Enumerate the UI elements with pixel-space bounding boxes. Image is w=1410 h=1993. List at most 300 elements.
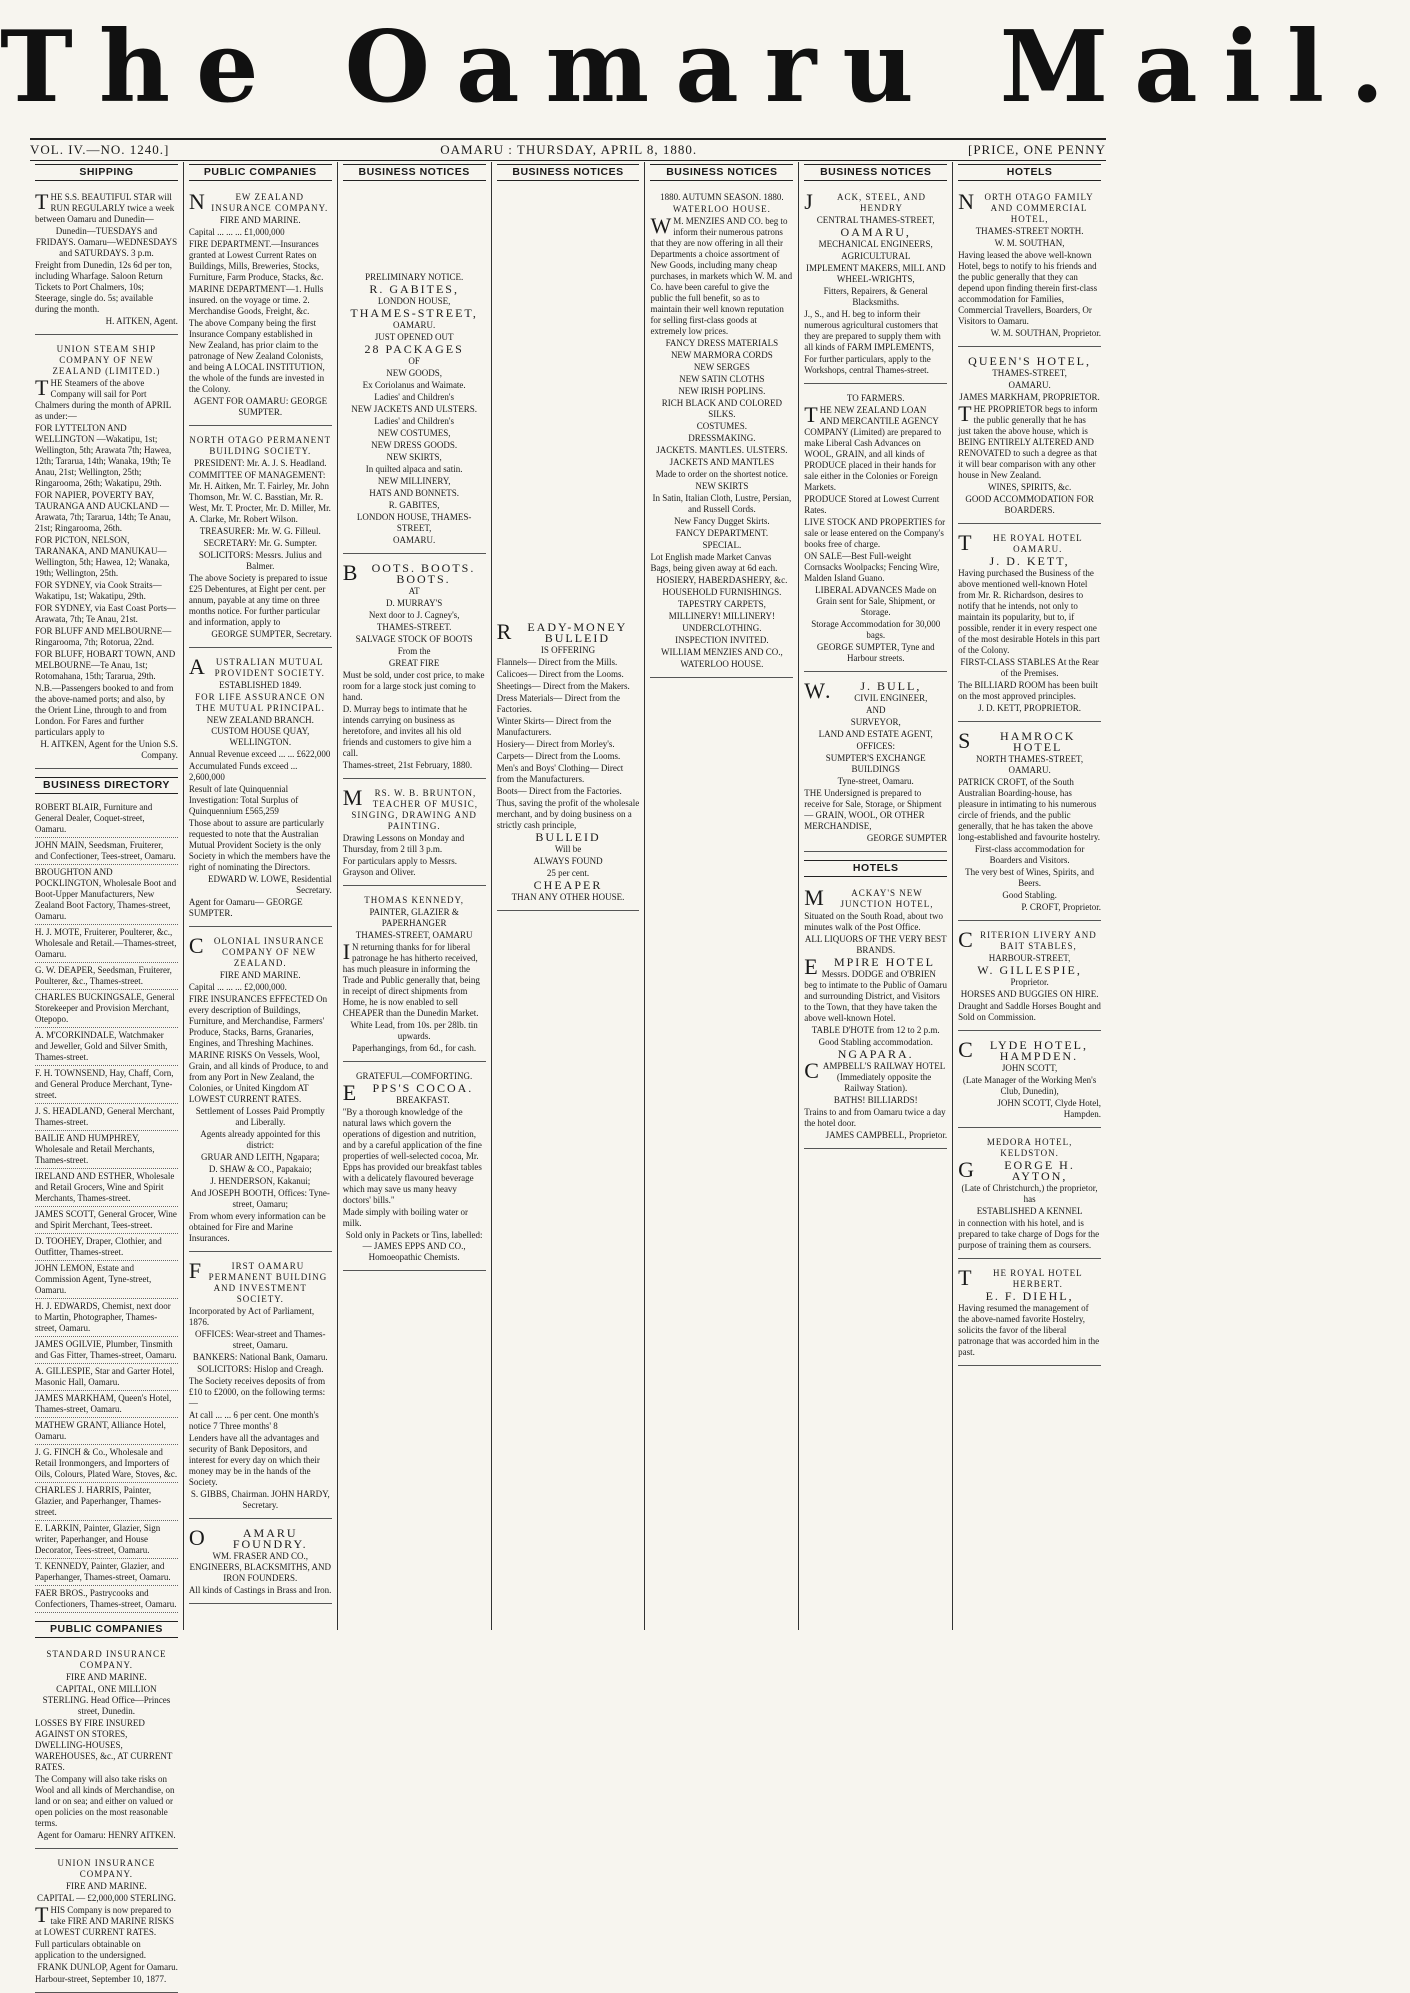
ad-title: MRS. W. B. BRUNTON, TEACHER OF MUSIC, SINGING, DRAWING AND PAINTING. <box>342 785 479 831</box>
ad-text: TREASURER: Mr. W. G. Filleul. <box>199 526 321 536</box>
ad-title: EMPIRE HOTEL <box>804 954 935 979</box>
section-heading-business-notices: BUSINESS NOTICES <box>650 164 793 181</box>
ad-signature: WILLIAM MENZIES AND CO., <box>660 647 783 657</box>
ad-queens-hotel <box>958 351 1101 524</box>
ad-text: The above Society is prepared to issue £25 Debentures, at Eight per cent. per annum, payable at any time on three months notice. For further particular and information, apply to <box>188 573 328 627</box>
ad-text: Settlement of Losses Paid Promptly and Liberally. <box>195 1106 325 1127</box>
column-2 <box>184 162 338 1630</box>
ad-text: E. F. DIEHL, <box>985 1289 1074 1303</box>
directory-entry: H. J. EDWARDS, Chemist, next door to Martin, Photographer, Thames-street, Oamaru. <box>35 1299 178 1337</box>
ad-text: Having resumed the management of the above-named favorite Hostelry, solicits the favor of the liberal patronage that was accorded him in the past. <box>958 1303 1100 1357</box>
ad-text: Capital ... ... ... £1,000,000 <box>188 227 285 237</box>
ad-text: FOR LIFE ASSURANCE ON THE MUTUAL PRINCIPAL. <box>195 692 326 713</box>
ad-text: PRELIMINARY NOTICE. <box>365 272 464 282</box>
ad-text: Hosiery— Direct from Morley's. <box>496 739 615 749</box>
ad-text: TABLE D'HOTE from 12 to 2 p.m. <box>811 1025 940 1035</box>
masthead <box>0 0 1410 136</box>
ad-text: BANKERS: National Bank, Oamaru. <box>192 1352 328 1362</box>
ad-text: THAMES-STREET NORTH. <box>975 226 1084 236</box>
ad-text: J. HENDERSON, Kakanui; <box>210 1176 311 1186</box>
ad-text: ON SALE—Best Full-weight Cornsacks Woolpacks; Fencing Wire, Malden Island Guano. <box>804 551 940 583</box>
ad-text: Thus, saving the profit of the wholesale merchant, and by doing business on a strictly cash principle, <box>496 798 640 830</box>
ad-text: (Late of Christchurch,) the proprietor, has <box>961 1183 1098 1204</box>
ad-title: WATERLOO HOUSE. <box>672 204 771 214</box>
ad-signature: S. GIBBS, Chairman. JOHN HARDY, Secretary. <box>190 1489 330 1510</box>
ad-shamrock-hotel <box>958 726 1101 921</box>
ad-title: MEDORA HOTEL, KELDSTON. <box>986 1137 1073 1158</box>
section-heading-business-directory: BUSINESS DIRECTORY <box>35 777 178 794</box>
ad-text: PRODUCE Stored at Lowest Current Rates. <box>804 494 940 515</box>
ad-text: THAMES-STREET, <box>992 368 1067 378</box>
ad-text: CAPITAL — £2,000,000 STERLING. <box>36 1893 176 1903</box>
ad-text: Must be sold, under cost price, to make room for a large stock just coming to hand. <box>342 670 485 702</box>
ad-text: NORTH THAMES-STREET, OAMARU. <box>976 754 1084 775</box>
ad-union-steam-ship <box>35 339 178 769</box>
ad-text: MARINE DEPARTMENT—1. Hulls insured. on the voyage or time. 2. Merchandise Goods, Freight, &c. <box>188 284 324 316</box>
ad-murray-boots <box>343 558 486 779</box>
ad-text: OAMARU. <box>393 320 436 330</box>
ad-text: In quilted alpaca and satin. <box>365 464 463 474</box>
ad-text: BREAKFAST. <box>396 1095 450 1105</box>
ad-text: D. Murray begs to intimate that he intends carrying on business as heretofore, and invites all his old friends and customers to give him a call. <box>342 704 472 758</box>
ad-text: THAMES-STREET, <box>350 306 478 320</box>
ad-standard-insurance <box>35 1644 178 1849</box>
ad-text: Will be <box>554 844 582 854</box>
ad-title: R. GABITES, <box>369 282 459 296</box>
ad-text: In Satin, Italian Cloth, Lustre, Persian, and Russell Cords. <box>652 493 792 514</box>
ad-text: Flannels— Direct from the Mills. <box>496 657 618 667</box>
ad-text: D. MURRAY'S <box>385 598 443 608</box>
directory-entry: IRELAND AND ESTHER, Wholesale and Retail Grocers, Wine and Spirit Merchants, Thames-street. <box>35 1169 178 1207</box>
ad-text: AND <box>865 705 886 715</box>
ad-text: IMPLEMENT MAKERS, MILL AND WHEEL-WRIGHTS, <box>805 263 946 284</box>
ad-text: FIRST-CLASS STABLES At the Rear of the Premises. <box>960 657 1099 678</box>
ad-title: CAMPBELL'S RAILWAY HOTEL (Immediately opposite the Railway Station). <box>804 1058 946 1093</box>
ad-text: BULLEID <box>535 830 601 844</box>
column-4 <box>492 162 646 1630</box>
ad-text: NEW SKIRTS, <box>386 452 442 462</box>
ad-text: Fitters, Repairers, & General Blacksmiths. <box>823 286 928 307</box>
ad-text: Winter Skirts— Direct from the Manufacturers. <box>496 716 612 737</box>
section-heading-hotels: HOTELS <box>804 860 947 877</box>
ad-signature: Agent for Oamaru: HENRY AITKEN. <box>37 1830 176 1840</box>
ad-criterion-stables <box>958 925 1101 1031</box>
ad-text: AGRICULTURAL <box>841 251 911 261</box>
ad-text: HOUSEHOLD FURNISHINGS. <box>662 587 782 597</box>
business-directory-list <box>35 800 178 1613</box>
ad-text: 1880. AUTUMN SEASON. 1880. <box>660 192 784 202</box>
ad-text: AT <box>408 586 420 596</box>
section-heading-business-notices: BUSINESS NOTICES <box>343 164 486 181</box>
ad-text: MILLINERY! MILLINERY! <box>668 611 775 621</box>
directory-entry: CHARLES J. HARRIS, Painter, Glazier, and Paperhanger, Thames-street. <box>35 1483 178 1521</box>
ad-text: HOSIERY, HABERDASHERY, &c. <box>656 575 788 585</box>
ad-text: NEW MARMORA CORDS <box>670 350 773 360</box>
ad-title: AUSTRALIAN MUTUAL PROVIDENT SOCIETY. <box>188 654 325 679</box>
ad-text: Next door to J. Cagney's, <box>368 610 460 620</box>
ad-text: At call ... ... 6 per cent. One month's notice 7 Three months' 8 <box>188 1410 319 1431</box>
ad-text: Paperhangings, from 6d., for cash. <box>352 1043 477 1053</box>
directory-entry: JAMES SCOTT, General Grocer, Wine and Spirit Merchant, Tees-street. <box>35 1207 178 1234</box>
ad-text: 28 PACKAGES <box>364 342 464 356</box>
ad-title: NGAPARA. <box>837 1047 914 1061</box>
ad-text: HORSES AND BUGGIES ON HIRE. <box>960 989 1099 999</box>
ad-text: COMMITTEE OF MANAGEMENT: Mr. H. Aitken, Mr. T. Fairley, Mr. John Thomson, Mr. W. C. Basstian, Mr. R. West, Mr. T. Procter, Mr. D. Miller, Mr. A. Clarke, Mr. Robert Wilson. <box>188 470 331 524</box>
ad-text: W. GILLESPIE, <box>977 963 1082 977</box>
ad-text: THE Steamers of the above Company will sail for Port Chalmers during the month of APRIL as under:— <box>35 375 171 421</box>
ad-text: Having purchased the Business of the above mentioned well-known Hotel from Mr. R. Richardson, desires to notify that he intends, not only to maintain its popularity, but to, if possible, render it in every respect one of the most desirable Hotels in this part of the Colony. <box>958 568 1100 655</box>
ad-text: NEW IRISH POPLINS. <box>678 386 766 396</box>
ad-text: Result of late Quinquennial Investigation: Total Surplus of Quinquennium £565,259 <box>188 784 299 816</box>
ad-text: NEW SERGES <box>693 362 750 372</box>
ad-text: 25 per cent. <box>546 868 590 878</box>
ad-text: Good Stabling. <box>1002 890 1057 900</box>
ad-text: THAN ANY OTHER HOUSE. <box>511 892 625 902</box>
ad-text: LIBERAL ADVANCES Made on Grain sent for Sale, Shipment, or Storage. <box>815 585 937 617</box>
ad-waterloo-house <box>650 187 793 678</box>
ad-text: WINES, SPIRITS, &c. <box>987 482 1072 492</box>
directory-entry: F. H. TOWNSEND, Hay, Chaff, Corn, and General Produce Merchant, Tyne-street. <box>35 1066 178 1104</box>
ad-text: Good Stabling accommodation. <box>818 1037 933 1047</box>
ad-text: OF <box>408 356 420 366</box>
ad-brunton-music <box>343 783 486 886</box>
ad-text: FOR BLUFF, HOBART TOWN, AND MELBOURNE—Te Anau, 1st; Rotomahana, 15th; Tararua, 29th. <box>35 649 176 681</box>
ad-title: STANDARD INSURANCE COMPANY. <box>46 1649 167 1670</box>
ad-title: COLONIAL INSURANCE COMPANY OF NEW ZEALAND. <box>188 933 325 968</box>
ad-text: Having leased the above well-known Hotel, begs to notify to his friends and the public generally that they can depend upon finding therein first-class accommodation for Families, Commercial Travellers, Boarders, Or Visitors to Oamaru. <box>958 250 1098 326</box>
ad-text: FIRE INSURANCES EFFECTED On every description of Buildings, Furniture, and Merchandise, Farmers' Produce, Stacks, Barns, Granaries, Engines, and Threshing Machines. <box>188 994 328 1048</box>
ad-text: For further particulars, apply to the Workshops, central Thames-street. <box>804 354 931 375</box>
ad-text: Proprietor. <box>1010 977 1049 987</box>
ad-text: IN returning thanks for for liberal patronage he has hitherto received, has much pleasure in informing the Trade and Public generally that, being in receipt of direct shipments from Home, he is now enabled to sell CHEAPER than the Dunedin Market. <box>342 939 480 1018</box>
section-heading-business-notices: BUSINESS NOTICES <box>497 164 640 181</box>
ad-kennedy-painter <box>343 890 486 1062</box>
ad-text: SOLICITORS: Hislop and Creagh. <box>197 1364 324 1374</box>
ad-text: FOR LYTTELTON AND WELLINGTON —Wakatipu, 1st; Wellington, 5th; Arawata 7th; Hawea, 12th; Tararua, 14th; Wanaka, 19th; Te Anau, 21st; Wellington, 25th; Ringarooma, 26th; Wakatipu, 29th. <box>35 423 172 488</box>
directory-entry: A. GILLESPIE, Star and Garter Hotel, Masonic Hall, Oamaru. <box>35 1364 178 1391</box>
ad-text: CAPITAL, ONE MILLION STERLING. Head Office—Princes street, Dunedin. <box>42 1684 171 1716</box>
ad-text: First-class accommodation for Boarders and Visitors. <box>974 844 1085 865</box>
ad-text: (Late Manager of the Working Men's Club, Dunedin), <box>962 1075 1097 1096</box>
ad-text: FOR SYDNEY, via Cook Straits—Wakatipu, 1st; Wakatipu, 29th. <box>35 580 162 601</box>
ad-text: GREAT FIRE <box>388 658 440 668</box>
ad-text: And JOSEPH BOOTH, Offices: Tyne-street, Oamaru; <box>190 1188 330 1209</box>
ad-title: FIRST OAMARU PERMANENT BUILDING AND INVESTMENT SOCIETY. <box>188 1258 328 1304</box>
ad-text: PATRICK CROFT, of the South Australian Boarding-house, has pleasure in intimating to his numerous circle of friends, and the public generally, that he has taken the above long-established and favourite hostelry. <box>958 777 1101 842</box>
ad-text: GRATEFUL—COMFORTING. <box>356 1071 473 1081</box>
masthead-title: The Oamaru Mail. <box>0 10 1410 125</box>
ad-title: NEW ZEALAND INSURANCE COMPANY. <box>188 189 329 214</box>
ad-text: THE S.S. BEAUTIFUL STAR will RUN REGULARLY twice a week between Oamaru and Dunedin— <box>35 189 175 224</box>
ad-text: NEW SKIRTS <box>695 481 749 491</box>
ad-text: FIRE AND MARINE. <box>66 1672 147 1682</box>
ad-text: ESTABLISHED A KENNEL <box>976 1206 1083 1216</box>
ad-text: Harbour-street, September 10, 1877. <box>35 1974 167 1984</box>
column-5 <box>645 162 799 1630</box>
ad-signature: OAMARU. <box>393 535 436 545</box>
ad-text: NEW GOODS, <box>386 368 443 378</box>
ad-bulleid <box>497 617 640 911</box>
directory-entry: CHARLES BUCKINGSALE, General Storekeeper and Provision Merchant, Otepopo. <box>35 990 178 1028</box>
ad-text: Thames-street, 21st February, 1880. <box>342 760 473 770</box>
ad-signature: Sold only in Packets or Tins, labelled:— JAMES EPPS AND CO., Homoeopathic Chemists. <box>345 1230 483 1262</box>
ad-signature: R. GABITES, <box>388 500 440 510</box>
ad-text: The above Company being the first Insurance Company established in New Zealand, has prior claim to the patronage of New Zealand Colonists, and being A LOCAL INSTITUTION, the whole of the funds are invested in the Colony. <box>188 318 325 394</box>
ad-signature: JAMES CAMPBELL, Proprietor. <box>825 1130 948 1140</box>
ad-text: FOR PICTON, NELSON, TARANAKA, AND MANUKAU—Wellington, 5th; Hawea, 12; Wanaka, 19th; Wellington, 25th. <box>35 535 170 578</box>
section-heading-shipping: SHIPPING <box>35 164 178 181</box>
ad-text: FOR BLUFF AND MELBOURNE—Ringarooma, 7th; Rotorua, 22nd. <box>35 626 172 647</box>
directory-entry: MATHEW GRANT, Alliance Hotel, Oamaru. <box>35 1418 178 1445</box>
columns <box>30 162 1106 1984</box>
ad-amp-society <box>189 652 332 927</box>
ad-text: J. D. KETT, <box>989 554 1070 568</box>
ad-title: UNION INSURANCE COMPANY. <box>57 1858 156 1879</box>
ad-text: JUST OPENED OUT <box>374 332 454 342</box>
ad-first-oamaru-building-society <box>189 1256 332 1519</box>
ad-royal-hotel-herbert <box>958 1263 1101 1366</box>
ad-text: J., S., and H. beg to inform their numerous agricultural customers that they are prepared to supply them with all kinds of FARM IMPLEMENTS, <box>804 309 941 352</box>
ad-north-otago-building-society <box>189 430 332 648</box>
ad-text: Draught and Saddle Horses Bought and Sold on Commission. <box>958 1001 1101 1022</box>
ad-text: From the <box>397 646 431 656</box>
ad-text: Drawing Lessons on Monday and Thursday, from 2 till 3 p.m. <box>342 833 465 854</box>
ad-text: WM. MENZIES AND CO. beg to inform their numerous patrons that they are now offering in all their Departments a choice assortment of New Goods, including many cheap purchases, in markets which W. M. and Co. have been careful to give the public the full benefit, so as to maintain their well known reputation for selling first-class goods at extremely low prices. <box>650 213 793 336</box>
ad-text: Dunedin—TUESDAYS and FRIDAYS. Oamaru—WEDNESDAYS and SATURDAYS. 3 p.m. <box>35 226 178 258</box>
ad-text: The Society receives deposits of from £10 to £2000, on the following terms:— <box>188 1376 326 1408</box>
ad-text: FOR NAPIER, POVERTY BAY, TAURANGA AND AUCKLAND — Arawata, 7th; Tararua, 14th; Te Anau, 21st; Ringarooma, 26th. <box>35 490 171 533</box>
ad-text: Dress Materials— Direct from the Factories. <box>496 693 621 714</box>
ad-colonial-insurance <box>189 931 332 1252</box>
ad-signature: J. D. KETT, PROPRIETOR. <box>978 703 1082 713</box>
ad-text: JACKETS. MANTLES. ULSTERS. <box>656 445 788 455</box>
ad-text: Men's and Boys' Clothing— Direct from the Manufacturers. <box>496 763 624 784</box>
issue-date: OAMARU : THURSDAY, APRIL 8, 1880. <box>440 142 698 157</box>
ad-oamaru-foundry <box>189 1523 332 1604</box>
ad-title: NORTH OTAGO FAMILY AND COMMERCIAL HOTEL, <box>958 189 1094 224</box>
ad-text: OFFICES: <box>856 741 895 751</box>
ad-text: Situated on the South Road, about two minutes walk of the Post Office. <box>804 911 944 932</box>
ad-text: Accumulated Funds exceed ... 2,600,000 <box>188 761 298 782</box>
ad-text: Tyne-street, Oamaru. <box>837 776 914 786</box>
ad-title: THE NEW ZEALAND LOAN AND MERCANTILE AGENCY COMPANY (Limited) are prepared to make Liberal Cash Advances on WOOL, GRAIN, and all kinds of PRODUCE placed in their hands for sale either in the Colonies or Foreign Markets. <box>804 402 942 492</box>
ad-text: FOR SYDNEY, via East Coast Ports—Arawata, 7th; Te Anau, 21st. <box>35 603 176 624</box>
directory-entry: BROUGHTON AND POCKLINGTON, Wholesale Boot and Boot-Upper Manufacturers, New Zealand Boot Factory, Thames-street, Oamaru. <box>35 865 178 925</box>
ad-text: CENTRAL THAMES-STREET, <box>816 215 935 225</box>
ad-text: NEW COSTUMES, <box>377 428 451 438</box>
directory-entry: T. KENNEDY, Painter, Glazier, and Paperhanger, Thames-street, Oamaru. <box>35 1559 178 1586</box>
ad-title: THE ROYAL HOTEL HERBERT. <box>958 1265 1083 1290</box>
directory-entry: J. S. HEADLAND, General Merchant, Thames-street. <box>35 1104 178 1131</box>
ad-title: UNION STEAM SHIP COMPANY OF NEW ZEALAND (LIMITED.) <box>52 344 161 376</box>
ad-signature: GEORGE SUMPTER, Tyne and Harbour streets. <box>816 642 935 663</box>
ad-text: Capital ... ... ... £2,000,000. <box>188 982 287 992</box>
ad-signature: FRANK DUNLOP, Agent for Oamaru. <box>37 1962 178 1972</box>
ad-signature: W. M. SOUTHAN, Proprietor. <box>990 328 1102 338</box>
ad-nz-insurance <box>189 187 332 426</box>
ad-text: Freight from Dunedin, 12s 6d per ton, including Wharfage. Saloon Return Tickets to Port Chalmers, 10s; Steerage, single do. 5s; available during the month. <box>35 260 172 314</box>
ad-text: The BILLIARD ROOM has been built on the most approved principles. <box>958 680 1098 701</box>
ad-text: JAMES MARKHAM, PROPRIETOR. <box>959 392 1100 402</box>
directory-entry: G. W. DEAPER, Seedsman, Fruiterer, Poulterer, &c., Thames-street. <box>35 963 178 990</box>
ad-signature: Agent for Oamaru— GEORGE SUMPTER. <box>188 897 303 918</box>
ad-text: The Company will also take risks on Wool and all kinds of Merchandise, on land or on sea; and either on valued or open policies on the most reasonable terms. <box>35 1774 175 1828</box>
ad-signature: GEORGE SUMPTER, Secretary. <box>211 629 332 639</box>
ad-text: NEW JACKETS AND ULSTERS. <box>351 404 478 414</box>
ad-text: W. M. SOUTHAN, <box>994 238 1065 248</box>
ad-clyde-hotel <box>958 1035 1101 1128</box>
ad-title: MACKAY'S NEW JUNCTION HOTEL, <box>804 885 934 910</box>
ad-signature: LONDON HOUSE, THAMES-STREET, <box>356 512 472 533</box>
ad-signature: JOHN SCOTT, Clyde Hotel, Hampden. <box>997 1098 1102 1119</box>
ad-signature: EDWARD W. LOWE, Residential Secretary. <box>207 874 332 895</box>
ad-text: Made to order on the shortest notice. <box>655 469 788 479</box>
ad-text: For particulars apply to Messrs. Grayson and Oliver. <box>342 856 457 877</box>
ad-text: Sheetings— Direct from the Makers. <box>496 681 630 691</box>
ad-text: ALL LIQUORS OF THE VERY BEST BRANDS. <box>804 934 947 955</box>
ad-text: IS OFFERING <box>540 645 596 655</box>
ad-text: Annual Revenue exceed ... ... £622,000 <box>188 749 331 759</box>
ad-text: Messrs. DODGE and O'BRIEN beg to intimate to the Public of Oamaru and surrounding District, and Visitors to the Town, that they have taken the above well-known Hotel. <box>804 969 948 1023</box>
ad-text: NEW MILLINERY, <box>377 476 451 486</box>
ad-text: LONDON HOUSE, <box>377 296 451 306</box>
ad-text: BATHS! BILLIARDS! <box>833 1095 918 1105</box>
ad-text: D. SHAW & CO., Papakaio; <box>208 1164 312 1174</box>
ad-title: CLYDE HOTEL, HAMPDEN. <box>958 1037 1088 1063</box>
ad-text: "By a thorough knowledge of the natural laws which govern the operations of digestion and nutrition, and by a careful application of the fine properties of well-selected cocoa, Mr. Epps has provided our breakfast tables with a delicately flavoured beverage which may save us many heavy doctors' bills." <box>342 1107 482 1205</box>
ad-text: INSPECTION INVITED. <box>675 635 769 645</box>
ad-text: Made simply with boiling water or milk. <box>342 1207 468 1228</box>
ad-text: GOOD ACCOMMODATION FOR BOARDERS. <box>965 494 1094 515</box>
ad-text: The very best of Wines, Spirits, and Beers. <box>965 867 1095 888</box>
ad-jack-steel-hendry <box>804 187 947 384</box>
ad-text: OFFICES: Wear-street and Thames-street, Oamaru. <box>195 1329 326 1350</box>
ad-text: Boots— Direct from the Factories. <box>496 786 622 796</box>
ad-text: SECRETARY: Mr. G. Sumpter. <box>203 538 318 548</box>
ad-text: White Lead, from 10s. per 28lb. tin upwards. <box>350 1020 478 1041</box>
ad-text: From whom every information can be obtained for Fire and Marine Insurances. <box>188 1211 326 1243</box>
ad-text: Storage Accommodation for 30,000 bags. <box>811 619 941 640</box>
ad-bull-engineer <box>804 676 947 852</box>
ad-title: BOOTS. BOOTS. BOOTS. <box>342 560 476 586</box>
ad-beautiful-star <box>35 187 178 335</box>
ad-text: DRESSMAKING. <box>688 433 756 443</box>
ad-text: FIRE AND MARINE. <box>66 1881 147 1891</box>
ad-signature: WATERLOO HOUSE. <box>680 659 764 669</box>
ad-text: JACKETS AND MANTLES <box>669 457 775 467</box>
column-1 <box>30 162 184 1984</box>
ad-text: N.B.—Passengers booked to and from the above-named ports; and also, by the Orient Line, through to and from London. For Fares and further particulars apply to <box>35 683 174 737</box>
ad-text: OAMARU, <box>840 225 911 239</box>
ad-title: EPPS'S COCOA. <box>342 1080 474 1105</box>
section-heading-public-companies: PUBLIC COMPANIES <box>189 164 332 181</box>
ad-title: THE ROYAL HOTEL OAMARU. <box>958 530 1083 555</box>
ad-signature: H. AITKEN, Agent. <box>105 316 178 326</box>
ad-text: New Fancy Dugget Skirts. <box>674 516 770 526</box>
ad-text: PRESIDENT: Mr. A. J. S. Headland. <box>194 458 327 468</box>
ad-text: OAMARU. <box>1008 380 1051 390</box>
ad-text: THE Undersigned is prepared to receive for Sale, Storage, or Shipment— GRAIN, WOOL, OR OTHER MERCHANDISE, <box>804 788 942 831</box>
ad-title: QUEEN'S HOTEL, <box>968 354 1091 368</box>
ad-text: HARBOUR-STREET, <box>988 953 1071 963</box>
ad-signature: H. AITKEN, Agent for the Union S.S. Company. <box>40 739 178 760</box>
ad-title: W.J. BULL, <box>804 678 922 703</box>
ad-text: UNDERCLOTHING. <box>682 623 762 633</box>
ad-text: HATS AND BONNETS. <box>369 488 460 498</box>
ad-epps-cocoa <box>343 1066 486 1271</box>
ad-text: MARINE RISKS On Vessels, Wool, Grain, and all kinds of Produce, to and from any Port in New Zealand, the Colonies, or United Kingdom AT LOWEST CURRENT RATES. <box>188 1050 329 1104</box>
ad-col6-hotels <box>804 883 947 1149</box>
directory-entry: J. G. FINCH & Co., Wholesale and Retail Ironmongers, and Importers of Oils, Colours, Plated Ware, Stoves, &c. <box>35 1445 178 1483</box>
ad-text: NEW DRESS GOODS. <box>371 440 458 450</box>
ad-text: THE PROPRIETOR begs to inform the public generally that he has just taken the above house, which is BEING ENTIRELY ALTERED AND RENOVATED to such a degree as that it will bear comparison with any other house in New Zealand. <box>958 401 1098 480</box>
ad-text: TO FARMERS. <box>846 393 905 403</box>
ad-title: CRITERION LIVERY AND BAIT STABLES, <box>958 927 1097 952</box>
directory-entry: H. J. MOTE, Fruiterer, Poulterer, &c., Wholesale and Retail.—Thames-street, Oamaru. <box>35 925 178 963</box>
ad-text: in connection with his hotel, and is prepared to take charge of Dogs for the purpose of training them as coursers. <box>958 1218 1100 1250</box>
ad-text: ESTABLISHED 1849. <box>219 680 302 690</box>
ad-royal-hotel-oamaru <box>958 528 1101 722</box>
ad-text: NEW ZEALAND BRANCH. CUSTOM HOUSE QUAY, WELLINGTON. <box>206 715 314 747</box>
directory-entry: JAMES MARKHAM, Queen's Hotel, Thames-street, Oamaru. <box>35 1391 178 1418</box>
ad-text: SURVEYOR, <box>850 717 901 727</box>
ad-text: FANCY DEPARTMENT. <box>675 528 769 538</box>
ad-text: PAINTER, GLAZIER & PAPERHANGER <box>369 907 459 928</box>
ad-text: COSTUMES. <box>696 421 747 431</box>
directory-entry: D. TOOHEY, Draper, Clothier, and Outfitter, Thames-street. <box>35 1234 178 1261</box>
ad-text: SALVAGE STOCK OF BOOTS <box>355 634 473 644</box>
ad-text: Trains to and from Oamaru twice a day the hotel door. <box>804 1107 946 1128</box>
ad-text: THAMES-STREET. <box>376 622 452 632</box>
dateline <box>30 138 1106 161</box>
directory-entry: ROBERT BLAIR, Furniture and General Dealer, Coquet-street, Oamaru. <box>35 800 178 838</box>
ad-medora-hotel <box>958 1132 1101 1259</box>
column-6 <box>799 162 953 1630</box>
ad-text: WM. FRASER AND CO., ENGINEERS, BLACKSMITHS, AND IRON FOUNDERS. <box>189 1551 332 1583</box>
ad-text: Carpets— Direct from the Looms. <box>496 751 621 761</box>
ad-text: THIS Company is now prepared to take FIRE AND MARINE RISKS at LOWEST CURRENT RATES. <box>35 1902 174 1937</box>
ad-text: Incorporated by Act of Parliament, 1876. <box>188 1306 315 1327</box>
ad-text: GEORGE H. AYTON, <box>958 1157 1075 1183</box>
ad-text: Lot English made Market Canvas Bags, being given away at 6d each. <box>650 552 778 573</box>
ad-text: THAMES-STREET, OAMARU <box>355 930 473 940</box>
ad-text: NEW SATIN CLOTHS <box>679 374 765 384</box>
ad-title: NORTH OTAGO PERMANENT BUILDING SOCIETY. <box>189 435 332 456</box>
ad-text: Full particulars obtainable on application to the undersigned. <box>35 1939 146 1960</box>
ad-north-otago-hotel <box>958 187 1101 347</box>
ad-text: MECHANICAL ENGINEERS, <box>818 239 933 249</box>
ad-text: LIVE STOCK AND PROPERTIES for sale or lease entered on the Company's books free of charge. <box>804 517 946 549</box>
directory-entry: FAER BROS., Pastrycooks and Confectioners, Thames-street, Oamaru. <box>35 1586 178 1613</box>
ad-text: CIVIL ENGINEER, <box>854 693 928 703</box>
ad-text: CHEAPER <box>533 878 603 892</box>
ad-text: FANCY DRESS MATERIALS <box>665 338 779 348</box>
ad-text: SPECIAL. <box>702 540 742 550</box>
ad-title: OAMARU FOUNDRY. <box>188 1525 308 1551</box>
directory-entry: JAMES OGILVIE, Plumber, Tinsmith and Gas Fitter, Thames-street, Oamaru. <box>35 1337 178 1364</box>
ad-gabites-london-house <box>343 267 486 554</box>
directory-entry: JOHN MAIN, Seedsman, Fruiterer, and Confectioner, Tees-street, Oamaru. <box>35 838 178 865</box>
ad-text: GRUAR AND LEITH, Ngapara; <box>201 1152 320 1162</box>
ad-signature: P. CROFT, Proprietor. <box>1021 902 1102 912</box>
ad-title: JACK, STEEL, AND HENDRY <box>804 189 926 214</box>
ad-text: FIRE AND MARINE. <box>219 215 301 225</box>
section-heading-business-notices: BUSINESS NOTICES <box>804 164 947 181</box>
ad-text: Ex Coriolanus and Waimate. <box>362 380 466 390</box>
ad-union-insurance <box>35 1853 178 1993</box>
directory-entry: JOHN LEMON, Estate and Commission Agent, Tyne-street, Oamaru. <box>35 1261 178 1299</box>
ad-text: Ladies' and Children's <box>374 392 455 402</box>
